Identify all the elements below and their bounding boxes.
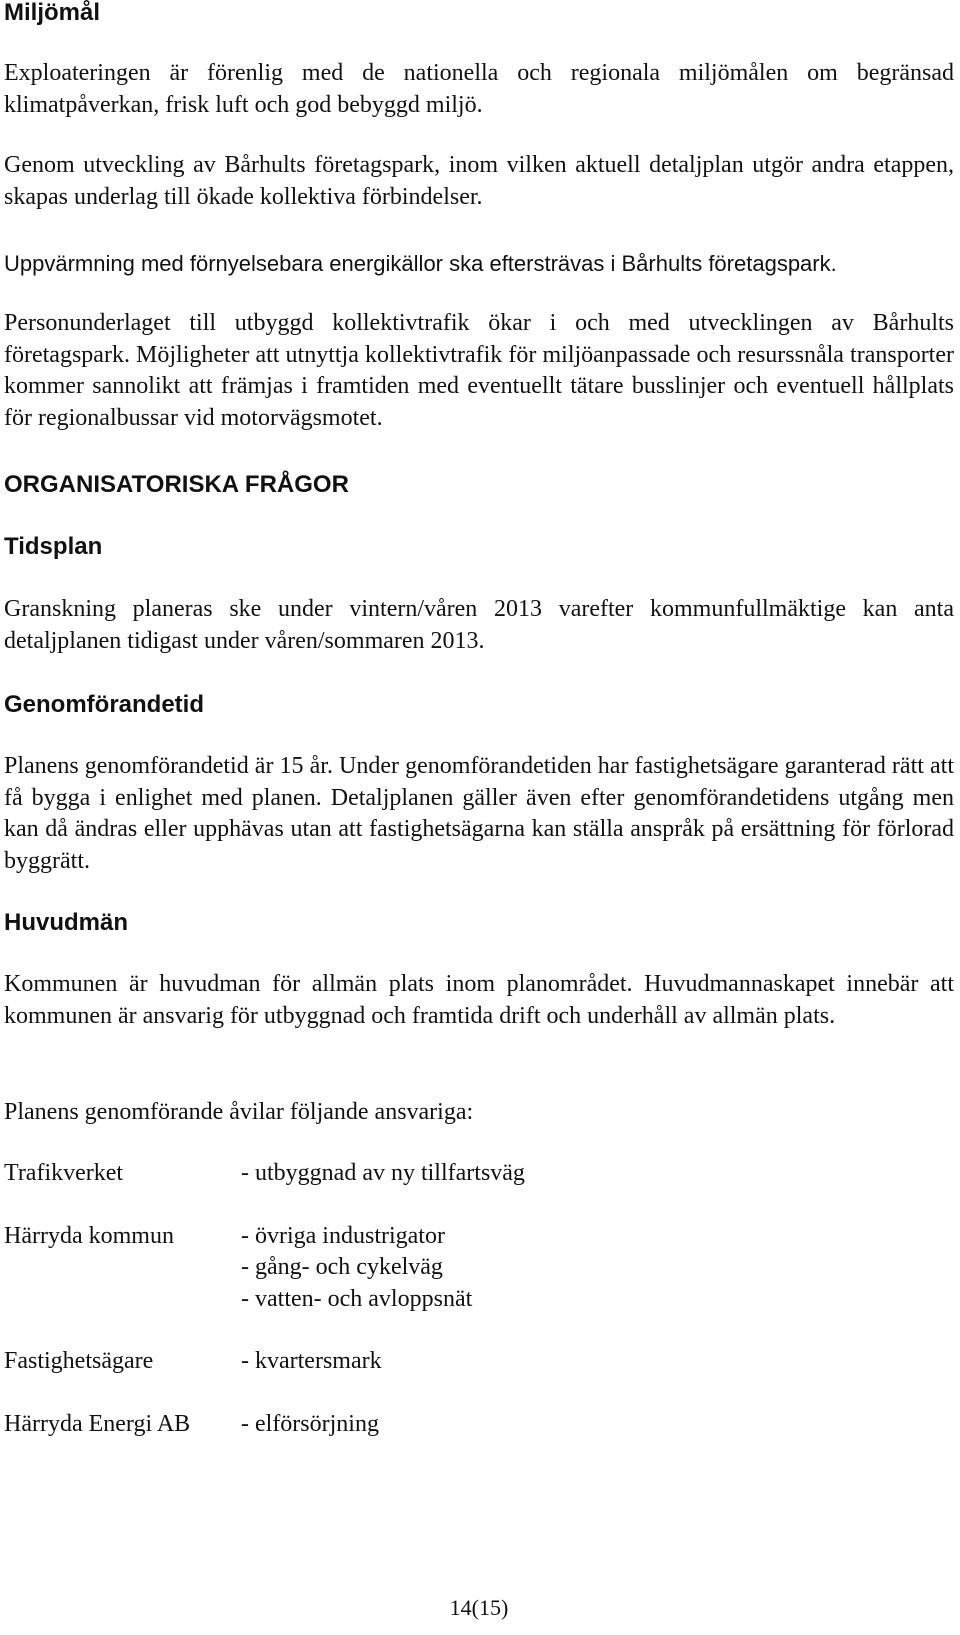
paragraph-huvudman-2: Planens genomförande åvilar följande ansvariga: (4, 1099, 474, 1125)
paragraph-miljomal-3: Uppvärmning med förnyelsebara energikällor ska eftersträvas i Bårhults företagspark. (4, 251, 837, 276)
responsible-party: Härryda kommun (4, 1222, 174, 1249)
responsibility-task: - elförsörjning (241, 1410, 379, 1437)
responsible-party: Härryda Energi AB (4, 1410, 191, 1437)
responsibility-list (4, 1158, 954, 1440)
responsibility-task: - övriga industrigator (241, 1222, 445, 1249)
responsible-party: Trafikverket (4, 1160, 124, 1186)
responsible-party: Fastighetsägare (4, 1348, 154, 1374)
heading-miljomal: Miljömål (4, 0, 101, 26)
responsibility-row (4, 1221, 954, 1316)
responsibility-task: - vatten- och avloppsnät (241, 1285, 473, 1312)
responsibility-task: - gång- och cykelväg (241, 1254, 443, 1280)
paragraph-miljomal-4: Personunderlaget till utbyggd kollektivtrafik ökar i och med utvecklingen av Bårhults företagspark. Möjligheter att utnyttja kollektivtrafik för miljöanpassade och resurssnåla transporter kommer sannolikt att främjas i framtiden med eventuellt tätare busslinjer och eventuell hållplats för regionalbussar vid motorvägsmotet. (4, 310, 954, 431)
paragraph-huvudman-1: Kommunen är huvudman för allmän plats inom planområdet. Huvudmannaskapet innebär att kommunen är ansvarig för utbyggnad och framtida drift och underhåll av allmän plats. (4, 971, 954, 1029)
page-number: 14(15) (449, 1595, 509, 1620)
heading-huvudman: Huvudmän (4, 909, 129, 936)
responsibility-row (4, 1409, 954, 1441)
heading-tidsplan: Tidsplan (4, 533, 103, 560)
paragraph-miljomal-1: Exploateringen är förenlig med de nationella och regionala miljömålen om begränsad klimatpåverkan, frisk luft och god bebyggd miljö. (4, 60, 954, 118)
responsibility-task: - kvartersmark (241, 1348, 382, 1374)
responsibility-tasks (241, 1221, 954, 1316)
responsibility-tasks (241, 1346, 954, 1378)
responsibility-tasks (241, 1409, 954, 1441)
responsibility-task: - utbyggnad av ny tillfartsväg (241, 1160, 525, 1186)
paragraph-genomforandetid: Planens genomförandetid är 15 år. Under genomförandetiden har fastighetsägare garanterad rätt att få bygga i enlighet med planen. Detaljplanen gäller även efter genomförandetidens utgång men kan då ändras eller upphävas utan att fastighetsägarna kan ställa anspråk på ersättning för förlorad byggrätt. (4, 753, 954, 874)
heading-organisatoriska-fragor: ORGANISATORISKA FRÅGOR (4, 471, 349, 498)
paragraph-miljomal-2: Genom utveckling av Bårhults företagspark, inom vilken aktuell detaljplan utgör andra etappen, skapas underlag till ökade kollektiva förbindelser. (4, 152, 954, 210)
responsibility-tasks (241, 1158, 954, 1190)
responsibility-row (4, 1158, 954, 1190)
paragraph-tidsplan: Granskning planeras ske under vintern/våren 2013 varefter kommunfullmäktige kan anta detaljplanen tidigast under våren/sommaren 2013. (4, 596, 954, 654)
responsibility-row (4, 1346, 954, 1378)
heading-genomforandetid: Genomförandetid (4, 691, 205, 718)
